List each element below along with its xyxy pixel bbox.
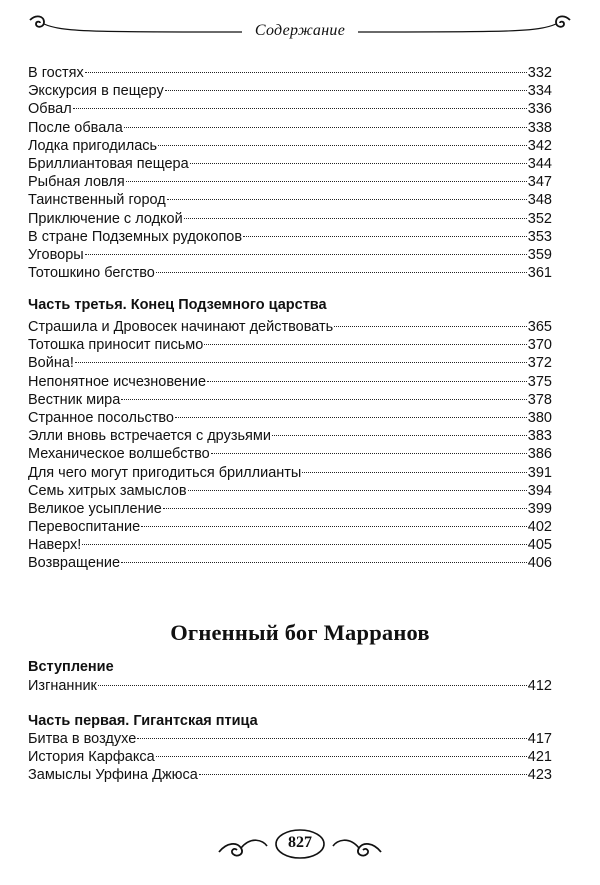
toc-entry[interactable]	[28, 137, 552, 155]
toc-entry-page: 412	[527, 678, 552, 694]
intro-heading: Вступление	[28, 659, 114, 675]
toc-entry[interactable]	[28, 173, 552, 191]
dot-leader	[188, 490, 527, 491]
toc-entry-page: 336	[527, 101, 552, 118]
toc-entry-title: Изгнанник	[28, 678, 97, 694]
toc-entry-page: 402	[527, 519, 552, 536]
toc-entry-title: Механическое волшебство	[28, 446, 210, 463]
toc-entry[interactable]	[28, 518, 552, 536]
part-one-heading: Часть первая. Гигантская птица	[28, 713, 258, 729]
toc-entry-title: После обвала	[28, 119, 123, 136]
toc-entry-title: Тотошка приносит письмо	[28, 337, 204, 354]
dot-leader	[207, 381, 527, 382]
toc-entry-page: 370	[527, 337, 552, 354]
toc-entry-page: 386	[527, 446, 552, 463]
toc-entry-page: 332	[527, 65, 552, 81]
toc-entry-page: 344	[527, 155, 552, 172]
page-footer	[0, 826, 600, 866]
dot-leader	[126, 181, 527, 182]
toc-entry[interactable]	[28, 500, 552, 518]
toc-entry[interactable]	[28, 318, 552, 336]
header-title: Содержание	[249, 22, 351, 39]
toc-entry-title: Замыслы Урфина Джюса	[28, 767, 198, 784]
dot-leader	[121, 562, 527, 563]
dot-leader	[167, 199, 527, 200]
toc-entry-title: В стране Подземных рудокопов	[28, 228, 243, 245]
dot-leader	[141, 526, 527, 527]
toc-entry-title: Битва в воздухе	[28, 731, 137, 747]
dot-leader	[199, 774, 527, 775]
toc-section-part-three	[28, 318, 552, 573]
toc-entry[interactable]	[28, 210, 552, 228]
toc-entry-page: 394	[527, 482, 552, 499]
toc-entry[interactable]	[28, 766, 552, 784]
dot-leader	[137, 738, 527, 739]
toc-entry-title: Странное посольство	[28, 409, 174, 426]
toc-entry-page: 383	[527, 428, 552, 445]
dot-leader	[158, 145, 527, 146]
toc-entry-page: 417	[527, 731, 552, 747]
toc-entry-title: Бриллиантовая пещера	[28, 155, 189, 172]
toc-entry-title: Вестник мира	[28, 391, 121, 408]
toc-entry-page: 406	[527, 555, 552, 572]
dot-leader	[175, 417, 527, 418]
dot-leader	[163, 508, 527, 509]
toc-entry-title: Наверх!	[28, 537, 82, 554]
toc-section-intro	[28, 677, 552, 695]
dot-leader	[204, 344, 527, 345]
toc-entry-page: 399	[527, 500, 552, 517]
toc-entry-page: 359	[527, 246, 552, 263]
dot-leader	[75, 362, 527, 363]
dot-leader	[184, 218, 527, 219]
dot-leader	[156, 272, 527, 273]
dot-leader	[98, 685, 527, 686]
toc-entry-title: Война!	[28, 355, 74, 372]
dot-leader	[302, 472, 526, 473]
toc-entry[interactable]	[28, 246, 552, 264]
toc-entry-page: 348	[527, 192, 552, 209]
toc-entry-title: Тотошкино бегство	[28, 265, 155, 282]
toc-entry-title: Таинственный город	[28, 192, 166, 209]
toc-entry-title: Экскурсия в пещеру	[28, 83, 164, 100]
toc-entry-title: Уговоры	[28, 246, 84, 263]
toc-entry[interactable]	[28, 554, 552, 572]
toc-entry[interactable]	[28, 82, 552, 100]
toc-entry-page: 423	[527, 767, 552, 784]
dot-leader	[85, 72, 527, 73]
toc-entry[interactable]	[28, 730, 552, 748]
toc-entry-page: 391	[527, 464, 552, 481]
running-header	[22, 10, 578, 46]
toc-entry[interactable]	[28, 354, 552, 372]
toc-entry-title: Великое усыпление	[28, 500, 162, 517]
toc-entry[interactable]	[28, 445, 552, 463]
toc-entry-title: Рыбная ловля	[28, 174, 125, 191]
toc-entry[interactable]	[28, 409, 552, 427]
toc-entry[interactable]	[28, 119, 552, 137]
toc-entry[interactable]	[28, 677, 552, 695]
part-three-heading: Часть третья. Конец Подземного царства	[28, 297, 327, 313]
toc-entry-page: 375	[527, 373, 552, 390]
dot-leader	[121, 399, 526, 400]
toc-entry[interactable]	[28, 391, 552, 409]
toc-entry-page: 361	[527, 265, 552, 282]
toc-entry-title: Приключение с лодкой	[28, 210, 183, 227]
toc-entry-page: 380	[527, 409, 552, 426]
toc-entry-page: 353	[527, 228, 552, 245]
toc-entry[interactable]	[28, 373, 552, 391]
toc-entry[interactable]	[28, 748, 552, 766]
toc-entry-title: В гостях	[28, 65, 84, 81]
toc-entry-title: Обвал	[28, 101, 72, 118]
dot-leader	[85, 254, 527, 255]
toc-entry-page: 378	[527, 391, 552, 408]
toc-entry[interactable]	[28, 264, 552, 282]
dot-leader	[165, 90, 527, 91]
toc-entry-title: Для чего могут пригодиться бриллианты	[28, 464, 302, 481]
dot-leader	[82, 544, 526, 545]
toc-section-part-one	[28, 730, 552, 785]
toc-entry-title: Семь хитрых замыслов	[28, 482, 187, 499]
toc-entry[interactable]	[28, 336, 552, 354]
toc-entry-page: 342	[527, 137, 552, 154]
toc-entry-title: Перевоспитание	[28, 519, 141, 536]
book-title: Огненный бог Марранов	[170, 620, 430, 645]
toc-entry-title: Страшила и Дровосек начинают действовать	[28, 319, 334, 335]
toc-entry-page: 405	[527, 537, 552, 554]
dot-leader	[211, 453, 527, 454]
toc-entry-page: 352	[527, 210, 552, 227]
dot-leader	[272, 435, 527, 436]
dot-leader	[243, 236, 527, 237]
toc-entry-page: 365	[527, 319, 552, 335]
toc-entry-page: 372	[527, 355, 552, 372]
toc-entry-title: Лодка пригодилась	[28, 137, 158, 154]
toc-entry[interactable]	[28, 427, 552, 445]
dot-leader	[73, 108, 527, 109]
dot-leader	[190, 163, 527, 164]
dot-leader	[156, 756, 527, 757]
toc-entry-title: История Карфакса	[28, 749, 155, 766]
page-number: 827	[288, 834, 312, 851]
toc-entry-page: 334	[527, 83, 552, 100]
toc-entry[interactable]	[28, 100, 552, 118]
toc-entry[interactable]	[28, 155, 552, 173]
toc-entry-title: Непонятное исчезновение	[28, 373, 207, 390]
dot-leader	[334, 326, 527, 327]
toc-entry-page: 338	[527, 119, 552, 136]
dot-leader	[124, 127, 527, 128]
toc-entry[interactable]	[28, 191, 552, 209]
toc-entry-title: Возвращение	[28, 555, 121, 572]
toc-entry-title: Элли вновь встречается с друзьями	[28, 428, 271, 445]
toc-section-continued	[28, 64, 552, 282]
toc-entry[interactable]	[28, 64, 552, 82]
toc-entry[interactable]	[28, 536, 552, 554]
toc-entry[interactable]	[28, 228, 552, 246]
toc-entry-page: 421	[527, 749, 552, 766]
toc-entry-page: 347	[527, 174, 552, 191]
toc-entry[interactable]	[28, 464, 552, 482]
toc-entry[interactable]	[28, 482, 552, 500]
